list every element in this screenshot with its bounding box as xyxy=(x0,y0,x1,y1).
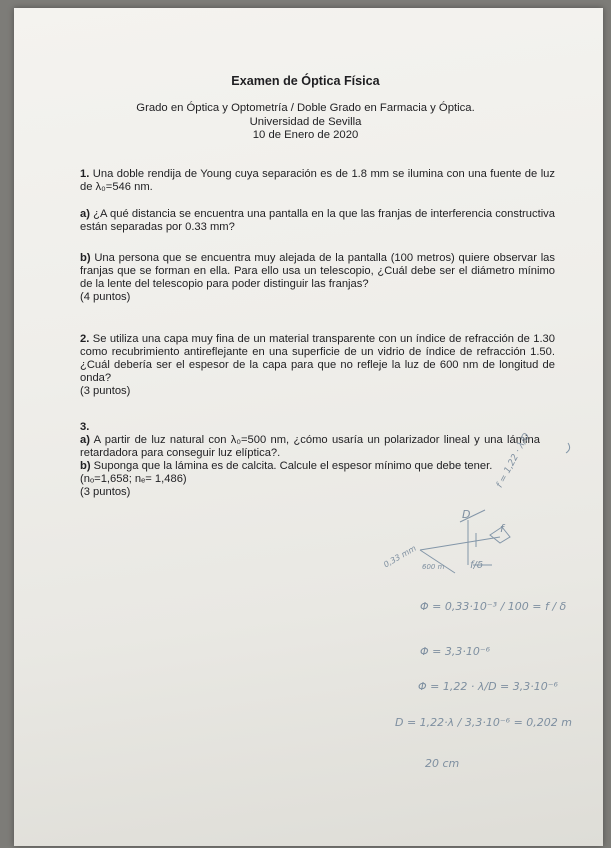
question-1-number: 1. xyxy=(80,168,90,180)
question-1b-label: b) xyxy=(80,252,91,264)
sketch-label-distance: 600 m xyxy=(422,563,445,571)
calc-equation-3: Φ = 1,22 · λ/D = 3,3·10⁻⁶ xyxy=(418,680,558,693)
sketch-label-d: D xyxy=(462,508,471,521)
sketch-ray-mid xyxy=(420,537,500,550)
question-3-number: 3. xyxy=(80,421,90,433)
question-1b-text: Una persona que se encuentra muy alejada de la pantalla (100 metros) quiere observar las franjas que se forman en ella. Para ello usa un telescopio, ¿Cuál debe ser el diámetro mínimo de la lente del telescopio para poder distinguir las franjas? xyxy=(80,252,555,290)
question-1-points: (4 puntos) xyxy=(80,291,131,303)
question-3-indices: (nₒ=1,658; nₑ= 1,486) xyxy=(80,473,187,485)
question-1b xyxy=(80,252,555,304)
calc-equation-1: Φ = 0,33·10⁻³ / 100 = f / δ xyxy=(420,600,567,613)
university-line: Universidad de Sevilla xyxy=(249,115,362,128)
margin-formula-note: f = 1,22 · λ/D xyxy=(495,431,533,490)
degree-line: Grado en Óptica y Optometría / Doble Grado en Farmacia y Óptica. xyxy=(136,102,475,114)
question-2-points: (3 puntos) xyxy=(80,385,131,397)
question-1-intro xyxy=(80,168,555,194)
calc-equation-4: D = 1,22·λ / 3,3·10⁻⁶ = 0,202 m xyxy=(395,716,572,729)
date-line: 10 de Enero de 2020 xyxy=(252,129,359,141)
question-3b-text: Suponga que la lámina es de calcita. Calcule el espesor mínimo que debe tener. xyxy=(93,460,493,472)
question-2-text: Se utiliza una capa muy fina de un material transparente con un índice de refracción de 1.30 como recubrimiento antireflejante en una superficie de un vidrio de índice de refracción 1.50. ¿Cuál debería ser el espesor de la capa para que no refleje la luz de 600 nm de longitud de onda? xyxy=(80,333,556,384)
question-1a-text: ¿A qué distancia se encuentra una pantalla en la que las franjas de interferencia constructiva están separadas por 0.33 mm? xyxy=(80,208,556,233)
question-3-points: (3 puntos) xyxy=(80,486,131,498)
question-1a-label: a) xyxy=(80,208,90,220)
question-2-number: 2. xyxy=(80,333,90,345)
question-3b-label: b) xyxy=(80,460,91,472)
question-2 xyxy=(80,333,555,398)
exam-header xyxy=(0,102,611,143)
question-3a-text: A partir de luz natural con λ₀=500 nm, ¿cómo usaría un polarizador lineal y una lámina retardadora para conseguir luz elíptica?. xyxy=(80,434,540,459)
calc-result: 20 cm xyxy=(425,757,460,770)
sketch-label-ratio: f/δ xyxy=(470,560,484,571)
question-3a-label: a) xyxy=(80,434,90,446)
sketch-label-f: f xyxy=(500,522,504,535)
question-1-text: Una doble rendija de Young cuya separación es de 1.8 mm se ilumina con una fuente de luz de λ₀=546 nm. xyxy=(80,168,555,193)
page-title: Examen de Óptica Física xyxy=(231,74,380,88)
sketch-margin-tick xyxy=(566,443,570,453)
sketch-label-separation: 0,33 mm xyxy=(382,543,418,570)
question-1a xyxy=(80,208,555,234)
calc-equation-2: Φ = 3,3·10⁻⁶ xyxy=(420,645,491,658)
